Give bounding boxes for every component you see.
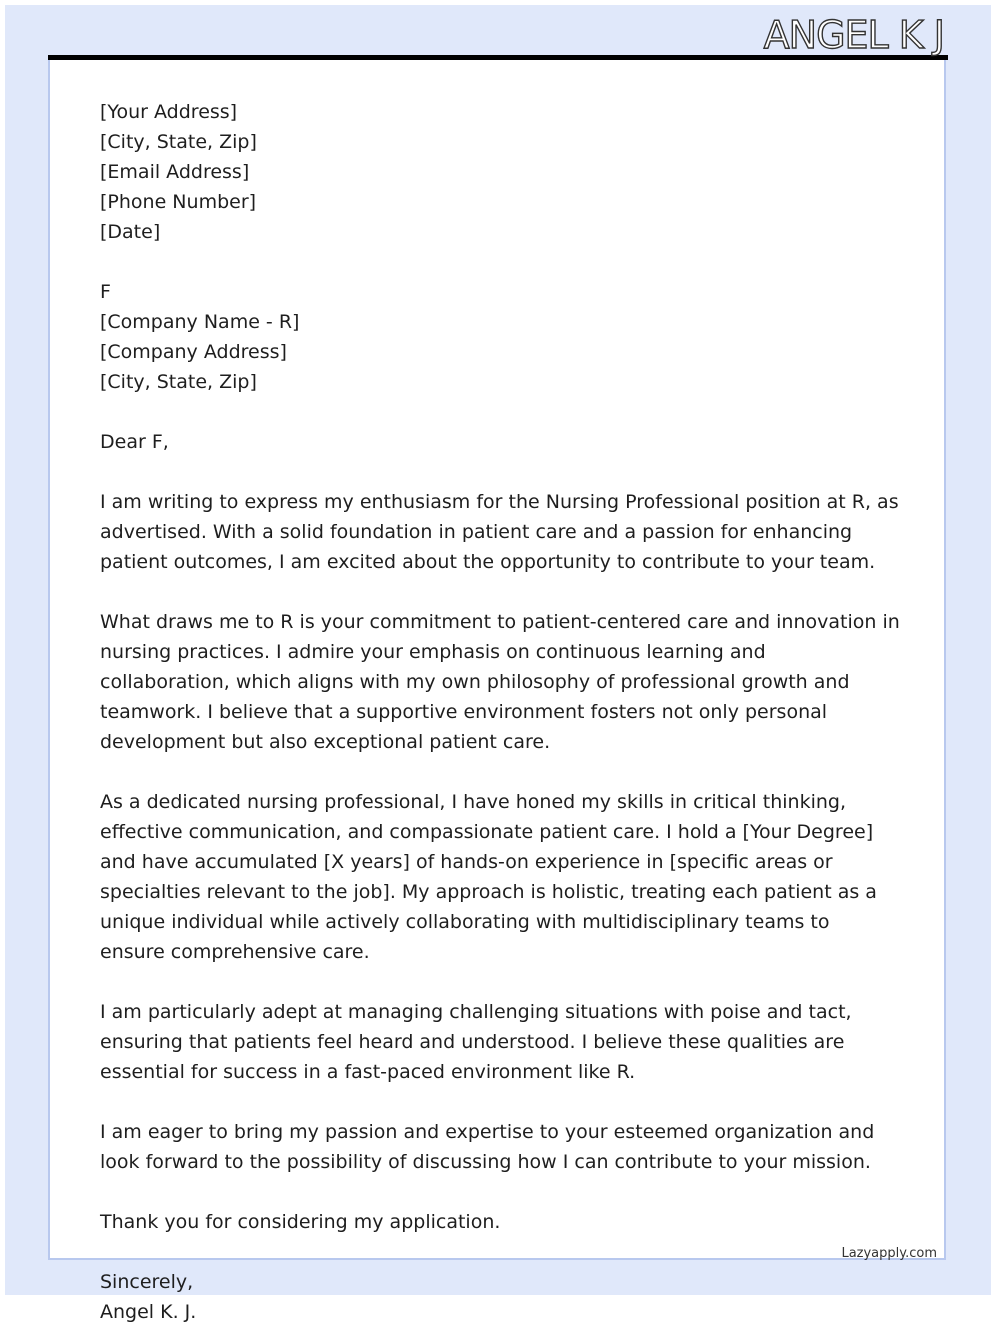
sender-email: [Email Address] bbox=[100, 161, 250, 183]
sender-phone: [Phone Number] bbox=[100, 191, 257, 213]
header-name: ANGEL K J bbox=[763, 13, 944, 57]
body-paragraph-1: I am writing to express my enthusiasm for the Nursing Professional position at R, as advertised. With a solid foundation in patient care and a passion for enhancing patient outcomes, I am excited about the opportunity to contribute to your team. bbox=[100, 491, 899, 573]
signature: Angel K. J. bbox=[100, 1301, 197, 1323]
body-paragraph-3: As a dedicated nursing professional, I have honed my skills in critical thinking, effective communication, and compassionate patient care. I hold a [Your Degree] and have accumulated [X years] of hands-on experience in [specific areas or specialties relevant to the job]. My approach is holistic, treating each patient as a unique individual while actively collaborating with multidisciplinary teams to ensure comprehensive care. bbox=[100, 791, 877, 963]
recipient-company: [Company Name - R] bbox=[100, 311, 300, 333]
body-paragraph-4: I am particularly adept at managing challenging situations with poise and tact, ensuring that patients feel heard and understood. I believe these qualities are essential for success in a fast-paced environment like R. bbox=[100, 1001, 852, 1083]
recipient-address: [Company Address] bbox=[100, 341, 287, 363]
body-paragraph-6: Thank you for considering my application. bbox=[100, 1211, 501, 1233]
sender-address: [Your Address] bbox=[100, 101, 238, 123]
salutation: Dear F, bbox=[100, 431, 169, 453]
valediction: Sincerely, bbox=[100, 1271, 194, 1293]
recipient-block bbox=[100, 277, 900, 397]
closing-block bbox=[100, 1267, 900, 1327]
body-paragraph-2: What draws me to R is your commitment to patient-centered care and innovation in nursing practices. I admire your emphasis on continuous learning and collaboration, which aligns with my own philosophy of professional growth and teamwork. I believe that a supportive environment fosters not only personal development but also exceptional patient care. bbox=[100, 611, 900, 753]
recipient-city: [City, State, Zip] bbox=[100, 371, 257, 393]
letter-body bbox=[100, 97, 900, 1327]
watermark: Lazyapply.com bbox=[841, 1246, 937, 1261]
body-paragraph-5: I am eager to bring my passion and expertise to your esteemed organization and look forward to the possibility of discussing how I can contribute to your mission. bbox=[100, 1121, 875, 1173]
recipient-name: F bbox=[100, 281, 111, 303]
sender-date: [Date] bbox=[100, 221, 161, 243]
sender-block bbox=[100, 97, 900, 247]
sender-city: [City, State, Zip] bbox=[100, 131, 257, 153]
